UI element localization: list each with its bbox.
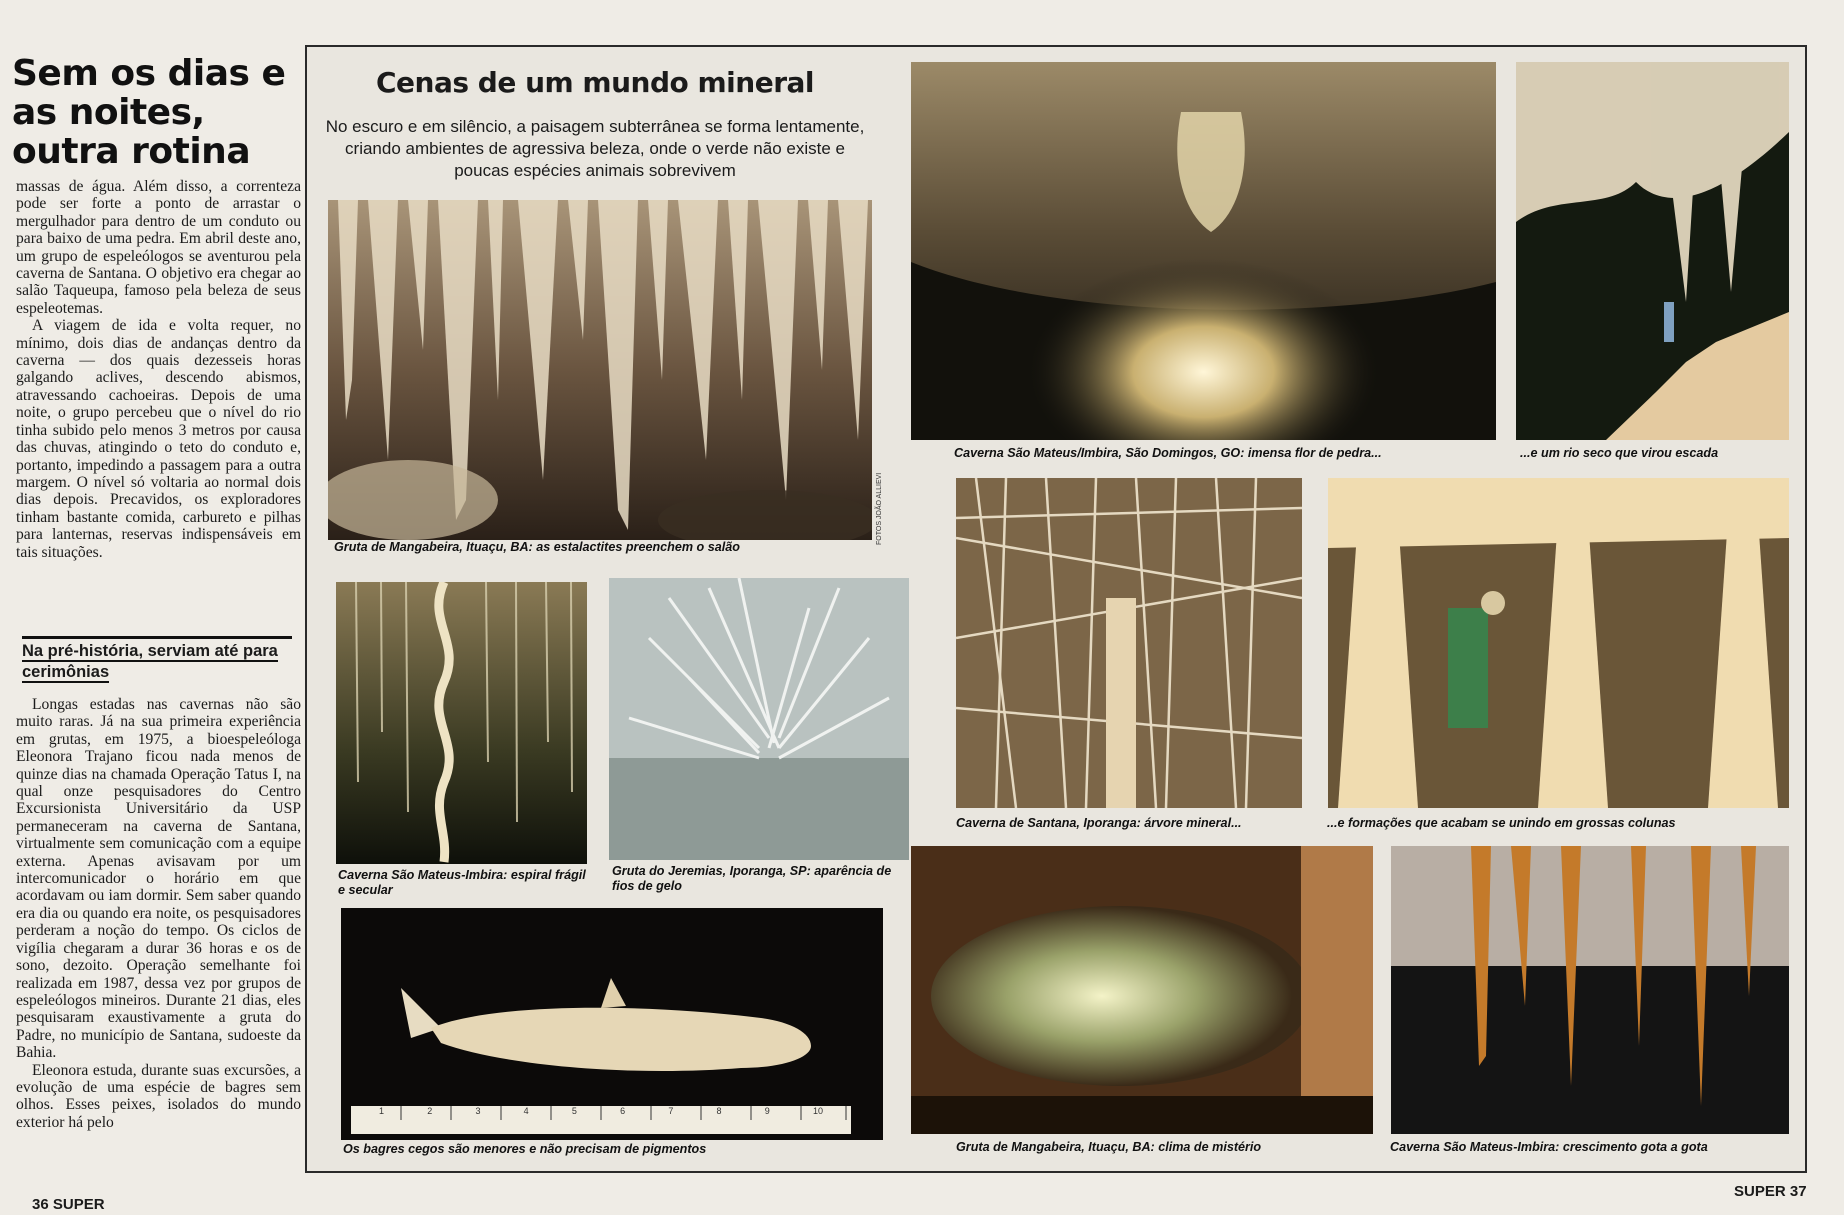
article-body-top bbox=[16, 178, 301, 561]
gallery-intro: No escuro e em silêncio, a paisagem subterrânea se forma lentamente, criando ambientes de agressiva beleza, onde o verde não existe e poucas espécies animais sobrevivem bbox=[325, 117, 865, 180]
caption-bagres: Os bagres cegos são menores e não precisam de pigmentos bbox=[343, 1142, 707, 1156]
ruler-labels bbox=[351, 1106, 851, 1134]
photo-mangabeira-mystery bbox=[911, 846, 1373, 1134]
ruler-number: 1 bbox=[379, 1106, 385, 1116]
caption-sao-mateus-espiral: Caverna São Mateus-Imbira: espiral frágil e secular bbox=[338, 868, 586, 897]
article-paragraph: A viagem de ida e volta requer, no mínimo, dois dias de andanças dentro da caverna — dos quais dezesseis horas galgando aclives, descendo abismos, atravessando cachoeiras. Depois de uma noite, o grupo percebeu que o nível do rio tinha subido pelo menos 3 metros por causa das chuvas, atingindo o teto do conduto e, portanto, impedindo a passagem para a outra margem. O nível só voltaria ao normal dois dias depois. Precavidos, os exploradores tinham bastante comida, carbureto e pilhas para lanternas, reservas indispensáveis em tais situações. bbox=[16, 317, 301, 561]
article-paragraph: massas de água. Além disso, a correnteza pode ser forte a ponto de arrastar o mergulhador para dentro de um conduto ou para baixo de uma pedra. Em abril deste ano, um grupo de espeleólogos se aventurou pela caverna de Santana. O objetivo era chegar ao salão Taqueupa, famoso pela beleza de seus espeleotemas. bbox=[16, 178, 301, 317]
caption-rio-seco: ...e um rio seco que virou escada bbox=[1520, 446, 1719, 460]
caption-mangabeira-misterio: Gruta de Mangabeira, Ituaçu, BA: clima de mistério bbox=[956, 1140, 1262, 1154]
photo-mangabeira-stalactites bbox=[328, 200, 872, 540]
article-subhead bbox=[22, 636, 292, 683]
caption-mangabeira-salao: Gruta de Mangabeira, Ituaçu, BA: as estalactites preenchem o salão bbox=[334, 540, 740, 554]
caption-jeremias: Gruta do Jeremias, Iporanga, SP: aparência de fios de gelo bbox=[612, 864, 892, 893]
ruler-number: 5 bbox=[571, 1106, 577, 1116]
article-subhead-text: Na pré-história, serviam até para cerimônias bbox=[22, 642, 278, 681]
caption-colunas: ...e formações que acabam se unindo em grossas colunas bbox=[1327, 816, 1676, 830]
ruler-number: 6 bbox=[620, 1106, 626, 1116]
ruler-number: 8 bbox=[716, 1106, 722, 1116]
photo-santana-mineral-tree bbox=[956, 478, 1302, 808]
article-title: Sem os dias e as noites, outra rotina bbox=[12, 53, 286, 172]
ruler-number: 10 bbox=[812, 1106, 823, 1116]
caption-sao-mateus-gota: Caverna São Mateus-Imbira: crescimento gota a gota bbox=[1390, 1140, 1708, 1154]
ruler-number: 7 bbox=[668, 1106, 674, 1116]
ruler-number: 3 bbox=[475, 1106, 481, 1116]
caption-sao-mateus-flor: Caverna São Mateus/Imbira, São Domingos, GO: imensa flor de pedra... bbox=[954, 446, 1382, 460]
folio-right: SUPER 37 bbox=[1734, 1183, 1807, 1200]
ruler-number: 4 bbox=[523, 1106, 529, 1116]
ruler-number: 9 bbox=[764, 1106, 770, 1116]
photo-credit: FOTOS JOÃO ALLIEVI bbox=[876, 472, 883, 545]
article-paragraph: Longas estadas nas cavernas não são muito raras. Já na sua primeira experiência em grutas, em 1975, a bioespeleóloga Eleonora Trajano ficou nada menos de quinze dias na chamada Operação Tatus I, na qual onze pesquisadores do Centro Excursionista Universitário da USP permaneceram na caverna de Santana, virtualmente sem comunicação com a equipe externa. Apenas avisavam por um intercomunicador o horário em que acordavam ou iam dormir. Sem saber quando era dia ou quando era noite, os pesquisadores perderam a noção do tempo. Os ciclos de vigília chegaram a durar 36 horas e os de sono, dezoito. Operação semelhante foi realizada em 1987, dessa vez por grupos de espeleólogos mineiros. Durante 21 dias, eles pesquisaram exaustivamente a gruta do Padre, no município de Santana, sudoeste da Bahia. bbox=[16, 696, 301, 1062]
photo-sao-mateus-spiral bbox=[336, 582, 587, 864]
folio-left: 36 SUPER bbox=[32, 1196, 105, 1213]
photo-jeremias-ice bbox=[609, 578, 909, 860]
caption-santana-arvore: Caverna de Santana, Iporanga: árvore mineral... bbox=[956, 816, 1242, 830]
photo-sao-mateus-drip bbox=[1391, 846, 1789, 1134]
gallery-title: Cenas de um mundo mineral bbox=[376, 66, 814, 99]
photo-dry-river-stairs bbox=[1516, 62, 1789, 440]
ruler-number: 2 bbox=[427, 1106, 433, 1116]
photo-sao-mateus-flower bbox=[911, 62, 1496, 440]
photo-columns bbox=[1328, 478, 1789, 808]
article-body-bottom bbox=[16, 696, 301, 1131]
article-paragraph: Eleonora estuda, durante suas excursões, a evolução de uma espécie de bagres sem olhos. Esses peixes, isolados do mundo exterior há pelo bbox=[16, 1061, 301, 1131]
